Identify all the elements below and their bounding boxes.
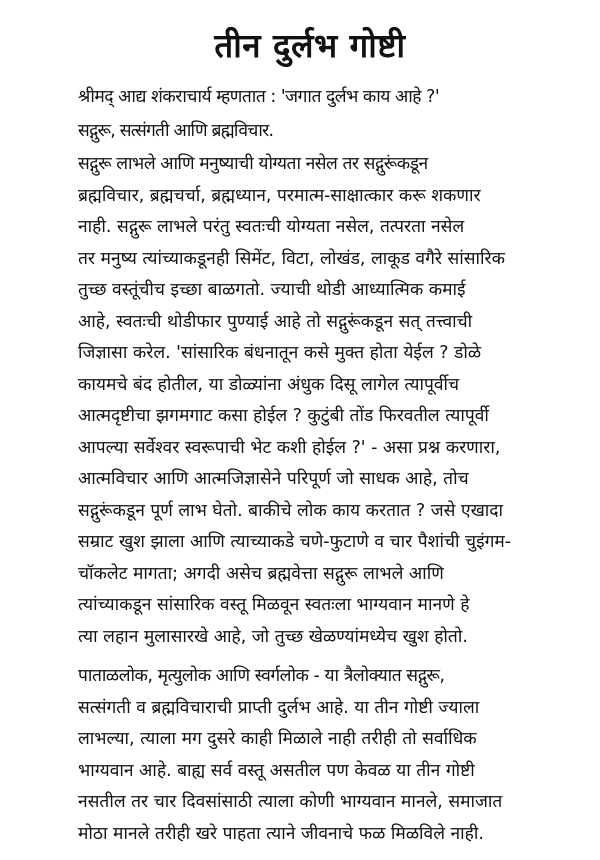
text-line: नसतील तर चार दिवसांसाठी त्याला कोणी भाग्यवान मानले, समाजात: [78, 792, 503, 812]
text-line: सद्गुरूंकडून पूर्ण लाभ घेतो. बाकीचे लोक काय करतात ? जसे एखादा: [78, 500, 504, 521]
text-line: कायमचे बंद होतील, या डोळ्यांना अंधुक दिसू लागेल त्यापूर्वीच: [78, 374, 460, 395]
article-body: [52, 82, 568, 850]
text-line: श्रीमद् आद्य शंकराचार्य म्हणतात : 'जगात दुर्लभ काय आहे ?': [78, 87, 440, 107]
text-line: नाही. सद्गुरू लाभले परंतु स्वतःची योग्यता नसेल, तत्परता नसेल: [78, 217, 465, 237]
text-line: तुच्छ वस्तूंचीच इच्छा बाळगतो. ज्याची थोडी आध्यात्मिक कमाई: [78, 280, 466, 300]
text-line: आत्मविचार आणि आत्मजिज्ञासेने परिपूर्ण जो साधक आहे, तोच: [78, 469, 469, 489]
paragraph: [52, 149, 568, 653]
paragraph: [52, 116, 568, 148]
text-line: भाग्यवान आहे. बाह्य सर्व वस्तू असतील पण केवळ या तीन गोष्टी: [78, 760, 475, 781]
text-line: सम्राट खुश झाला आणि त्याच्याकडे चणे-फुटाणे व चार पैशांची चुइंगम-: [78, 532, 512, 552]
paragraph: [52, 82, 568, 114]
text-line: आहे, स्वतःची थोडीफार पुण्याई आहे तो सद्गुरूंकडून सत् तत्त्वाची: [78, 311, 473, 332]
text-line: सद्गुरू, सत्संगती आणि ब्रह्मविचार.: [78, 120, 274, 141]
text-line: आपल्या सर्वेश्वर स्वरूपाची भेट कशी होईल ?' - असा प्रश्न करणारा,: [78, 437, 501, 458]
page-title: तीन दुर्लभ गोष्टी: [214, 26, 406, 65]
text-line: आत्मदृष्टीचा झगमगाट कसा होईल ? कुटुंबी तोंड फिरवतील त्यापूर्वी: [78, 406, 489, 426]
text-line: मोठा मानले तरीही खरे पाहता त्याने जीवनाचे फळ मिळविले नाही.: [78, 823, 484, 844]
text-line: लाभल्या, त्याला मग दुसरे काही मिळाले नाही तरीही तो सर्वाधिक: [78, 729, 477, 749]
text-line: तर मनुष्य त्यांच्याकडूनही सिमेंट, विटा, लोखंड, लाकूड वगैरे सांसारिक: [78, 248, 506, 269]
paragraph: [52, 661, 568, 850]
text-line: त्या लहान मुलासारखे आहे, जो तुच्छ खेळण्यांमध्येच खुश होतो.: [78, 626, 468, 647]
text-line: त्यांच्याकडून सांसारिक वस्तू मिळवून स्वतःला भाग्यवान मानणे हे: [78, 595, 470, 615]
text-line: चॉकलेट मागता; अगदी असेच ब्रह्मवेत्ता सद्गुरू लाभले आणि: [78, 563, 444, 584]
text-line: जिज्ञासा करेल. 'सांसारिक बंधनातून कसे मुक्त होता येईल ? डोळे: [78, 343, 482, 363]
text-line: पाताळलोक, मृत्युलोक आणि स्वर्गलोक - या त्रैलोक्यात सद्गुरू,: [78, 666, 445, 686]
text-line: सत्संगती व ब्रह्मविचाराची प्राप्ती दुर्लभ आहे. या तीन गोष्टी ज्याला: [78, 697, 480, 718]
text-line: ब्रह्मविचार, ब्रह्मचर्चा, ब्रह्मध्यान, परमात्म-साक्षात्कार करू शकणार: [78, 185, 481, 206]
text-line: सद्गुरू लाभले आणि मनुष्याची योग्यता नसेल तर सद्गुरूंकडून: [78, 154, 428, 174]
